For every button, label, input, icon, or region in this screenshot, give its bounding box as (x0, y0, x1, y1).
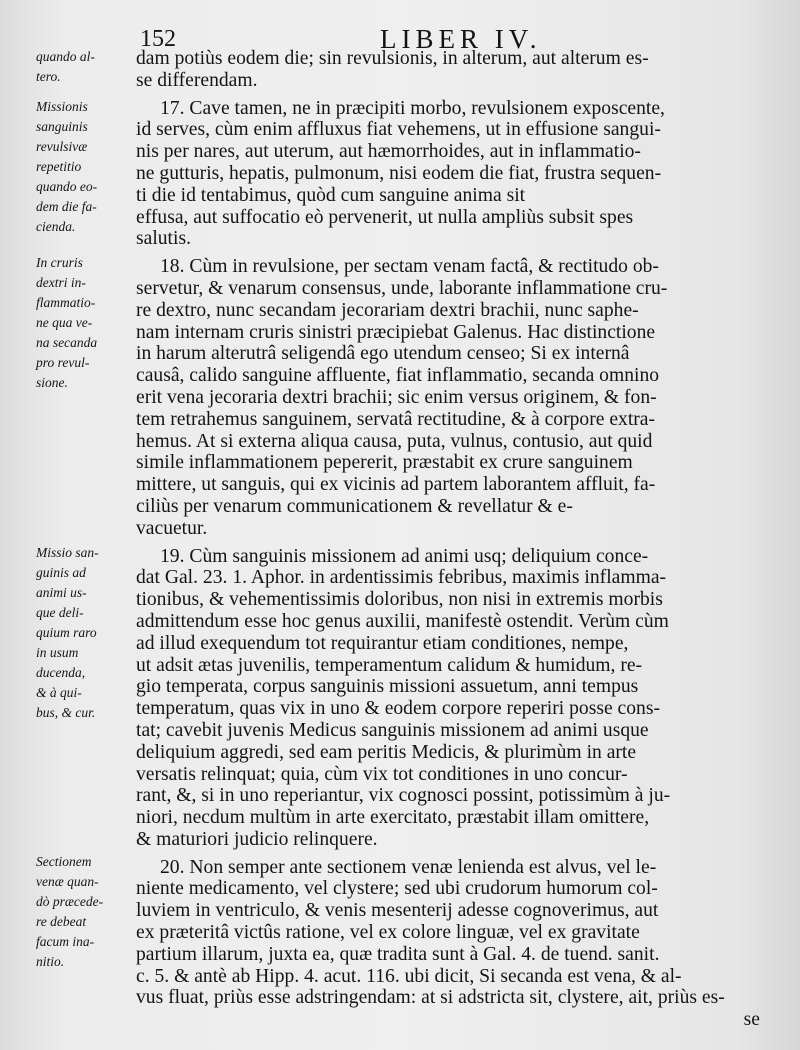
text-line: c. 5. & antè ab Hipp. 4. acut. 116. ubi dicit, Si secanda est vena, & al- (136, 965, 682, 987)
margin-note-line: dextri in- (36, 275, 86, 290)
catchword: se (743, 1009, 760, 1031)
margin-note-line: flammatio- (36, 295, 96, 310)
margin-note-line: & à qui- (36, 685, 82, 700)
text-line: & maturiori judicio relinquere. (136, 828, 378, 850)
margin-note-line: dò præcede- (36, 894, 104, 909)
margin-note-line: guinis ad (36, 565, 86, 580)
text-line: nis per nares, aut uterum, aut hæmorrhoides, aut in inflammatio- (136, 141, 641, 163)
margin-note-line: repetitio (36, 159, 82, 174)
text-line: partium illarum, juxta ea, quæ tradita sunt à Gal. 4. de tuend. sanit. (136, 943, 660, 965)
text-line: 20. Non semper ante sectionem venæ lenienda est alvus, vel le- (160, 856, 657, 878)
text-line: effusa, aut suffocatio eò pervenerit, ut nulla ampliùs subsit spes (136, 206, 634, 228)
margin-note-line: ne qua ve- (36, 315, 93, 330)
text-line: ad illud exequendum tot requirantur etiam conditiones, nempe, (136, 632, 629, 654)
text-line: dam potiùs eodem die; sin revulsionis, in alterum, aut alterum es- (136, 48, 649, 69)
text-line: dat Gal. 23. 1. Aphor. in ardentissimis febribus, maximis inflamma- (136, 567, 667, 589)
margin-note-line: que deli- (36, 605, 84, 620)
text-line: niori, necdum multùm in arte exercitato, præstabit illam omittere, (136, 807, 650, 829)
paragraph-19 (136, 546, 770, 851)
text-line: salutis. (136, 228, 191, 250)
text-line: luviem in ventriculo, & venis mesenterij adesse cognoverimus, aut (136, 900, 659, 922)
text-line: servetur, & venarum consensus, unde, laborante inflammatione cru- (136, 277, 668, 299)
text-line: hemus. At si externa aliqua causa, puta, vulnus, contusio, aut quid (136, 430, 653, 452)
text-line: 19. Cùm sanguinis missionem ad animi usq; deliquium conce- (160, 545, 649, 567)
text-line: se differendam. (136, 69, 258, 91)
text-line: tat; cavebit juvenis Medicus sanguinis missionem ad animi usque (136, 719, 649, 741)
text-line: in harum alterutrâ seligendâ ego utendum censeo; Si ex internâ (136, 343, 630, 365)
margin-note-line: tero. (36, 69, 61, 84)
margin-note-line: re debeat (36, 914, 87, 929)
paragraph-20 (136, 857, 770, 1010)
text-line: 18. Cùm in revulsione, per sectam venam factâ, & rectitudo ob- (160, 256, 659, 278)
margin-note (36, 543, 136, 723)
text-line: 17. Cave tamen, ne in præcipiti morbo, revulsionem exposcente, (160, 97, 665, 119)
margin-note-line: animi us- (36, 585, 87, 600)
paragraph-continued (136, 48, 770, 92)
text-line: ciliùs per venarum communicationem & revellatur & e- (136, 495, 573, 517)
text-line: versatis relinquat; quia, cùm vix tot conditiones in uno concur- (136, 763, 628, 785)
text-line: simile inflammationem pepererit, præstabit ex crure sanguinem (136, 452, 633, 474)
margin-note-line: facum ina- (36, 934, 95, 949)
margin-note (36, 852, 136, 972)
margin-note-line: venæ quan- (36, 874, 99, 889)
text-line: ti die id tentabimus, quòd cum sanguine anima sit (136, 184, 526, 206)
text-line: tem retrahemus sanguinem, servatâ rectitudine, & à corpore extra- (136, 408, 656, 430)
text-line: ne gutturis, hepatis, pulmonum, nisi eodem die fiat, frustra sequen- (136, 162, 662, 184)
margin-note-line: Missionis (36, 99, 88, 114)
margin-note (36, 47, 136, 87)
text-line: admittendum esse hoc genus auxilii, manifestè ostendit. Verùm cùm (136, 610, 669, 632)
margin-note-line: in usum (36, 645, 79, 660)
margin-note (36, 253, 136, 393)
text-line: niente medicamento, vel clystere; sed ubi crudorum humorum col- (136, 878, 658, 900)
margin-note-line: quando al- (36, 49, 95, 64)
running-head: LIBER IV. (380, 24, 542, 54)
margin-note-line: cienda. (36, 219, 76, 234)
margin-note-line: ducenda, (36, 665, 86, 680)
text-line: temperatum, quas vix in uno & eodem corpore reperiri posse cons- (136, 698, 660, 720)
margin-note-line: quando eo- (36, 179, 98, 194)
text-line: vacuetur. (136, 517, 208, 539)
margin-note-line: Sectionem (36, 854, 92, 869)
margin-note (36, 97, 136, 237)
text-line: tionibus, & vehementissimis doloribus, non nisi in extremis morbis (136, 589, 663, 611)
margin-note-line: In cruris (36, 255, 83, 270)
text-line: ut adsit ætas juvenilis, temperamentum calidum & humidum, re- (136, 654, 643, 676)
margin-note-line: revulsivæ (36, 139, 88, 154)
text-line: ex præteritâ victûs ratione, vel ex colore linguæ, vel ex gravitate (136, 922, 640, 944)
text-line: vus fluat, priùs esse adstringendam: at si adstricta sit, clystere, ait, priùs es- (136, 987, 725, 1009)
text-line: mittere, ut sanguis, qui ex vicinis ad partem laborantem affluit, fa- (136, 474, 656, 496)
text-line: id serves, cùm enim affluxus fiat vehemens, ut in effusione sangui- (136, 119, 661, 141)
margin-note-line: sanguinis (36, 119, 88, 134)
margin-note-line: na secanda (36, 335, 98, 350)
margin-note-line: sione. (36, 375, 68, 390)
margin-note-line: dem die fa- (36, 199, 97, 214)
text-line: deliquium aggredi, sed eam peritis Medicis, & plurimùm in arte (136, 741, 637, 763)
page-number: 152 (140, 26, 176, 52)
margin-note-line: pro revul- (36, 355, 90, 370)
text-line: causâ, calido sanguine affluente, fiat inflammatio, secanda omnino (136, 365, 660, 387)
paragraph-18 (136, 256, 770, 539)
text-line: gio temperata, corpus sanguinis missioni assuetum, anni tempus (136, 676, 639, 698)
body-text (136, 48, 770, 1031)
text-line: nam internam cruris sinistri præcipiebat Galenus. Hac distinctione (136, 321, 656, 343)
margin-note-line: Missio san- (36, 545, 99, 560)
margin-note-line: quium raro (36, 625, 97, 640)
text-line: erit vena jecoraria dextri brachii; sic enim versus originem, & fon- (136, 386, 657, 408)
text-line: re dextro, nunc secandam jecorariam dextri brachii, nunc saphe- (136, 299, 639, 321)
text-line: rant, &, si in uno reperiantur, vix cognosci possint, potissimùm à ju- (136, 785, 671, 807)
margin-note-line: nitio. (36, 954, 65, 969)
paragraph-17 (136, 98, 770, 251)
margin-note-line: bus, & cur. (36, 705, 96, 720)
